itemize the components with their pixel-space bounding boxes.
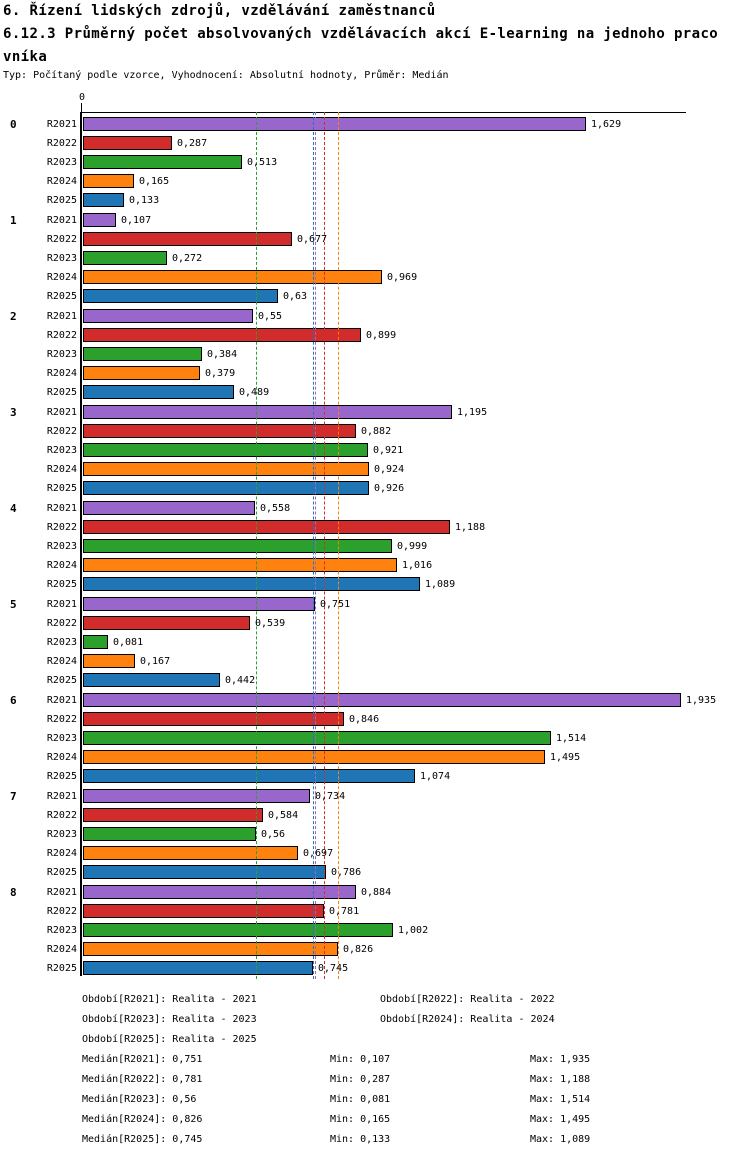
legend-period-r2-c0: Období[R2025]: Realita - 2025 [82,1034,257,1045]
legend-stats-r4-c2: Max: 1,089 [530,1134,591,1145]
bar-value-group6-R2021: 1,935 [686,695,717,706]
series-label-R2022: R2022 [46,906,77,917]
series-label-R2025: R2025 [46,291,77,302]
series-label-R2024: R2024 [46,368,77,379]
legend-stats-r2-c0: Medián[R2023]: 0,56 [82,1094,197,1105]
bar-group7-R2025 [83,865,326,879]
bar-group6-R2025 [83,769,415,783]
median-line-R2023 [256,112,257,979]
x-axis-origin-tick-label: 0 [78,92,86,103]
bar-group2-R2023 [83,347,202,361]
bar-value-group2-R2021: 0,55 [258,311,283,322]
bar-group4-R2021 [83,501,255,515]
bar-value-group5-R2023: 0,081 [113,637,144,648]
group-label-7: 7 [10,790,17,803]
bar-group6-R2023 [83,731,551,745]
series-label-R2023: R2023 [46,829,77,840]
group-label-4: 4 [10,502,17,515]
bar-group1-R2025 [83,289,278,303]
series-label-R2025: R2025 [46,483,77,494]
bar-value-group0-R2022: 0,287 [177,138,208,149]
series-label-R2025: R2025 [46,675,77,686]
bar-value-group2-R2025: 0,489 [239,387,270,398]
group-label-3: 3 [10,406,17,419]
bar-group6-R2021 [83,693,681,707]
series-label-R2021: R2021 [46,407,77,418]
series-label-R2022: R2022 [46,714,77,725]
bar-value-group3-R2023: 0,921 [373,445,404,456]
bar-group0-R2023 [83,155,242,169]
bar-value-group8-R2024: 0,826 [343,944,374,955]
series-label-R2023: R2023 [46,541,77,552]
bar-group1-R2023 [83,251,167,265]
bar-group0-R2021 [83,117,586,131]
bar-value-group4-R2021: 0,558 [260,503,291,514]
bar-group4-R2023 [83,539,392,553]
legend-period-r0-c1: Období[R2022]: Realita - 2022 [380,994,555,1005]
bar-value-group3-R2021: 1,195 [457,407,488,418]
bar-value-group3-R2024: 0,924 [374,464,405,475]
series-label-R2021: R2021 [46,599,77,610]
series-label-R2022: R2022 [46,138,77,149]
legend-stats-r4-c0: Medián[R2025]: 0,745 [82,1134,203,1145]
legend-period-r1-c0: Období[R2023]: Realita - 2023 [82,1014,257,1025]
bar-value-group0-R2025: 0,133 [129,195,160,206]
series-label-R2025: R2025 [46,387,77,398]
bar-value-group1-R2022: 0,677 [297,234,328,245]
series-label-R2024: R2024 [46,848,77,859]
bar-value-group0-R2021: 1,629 [591,119,622,130]
median-line-R2024 [338,112,339,979]
series-label-R2024: R2024 [46,272,77,283]
bar-group4-R2022 [83,520,450,534]
bar-value-group7-R2025: 0,786 [331,867,362,878]
bar-value-group1-R2023: 0,272 [172,253,203,264]
series-label-R2021: R2021 [46,503,77,514]
series-label-R2022: R2022 [46,234,77,245]
series-label-R2022: R2022 [46,330,77,341]
group-label-2: 2 [10,310,17,323]
series-label-R2023: R2023 [46,925,77,936]
bar-group4-R2025 [83,577,420,591]
bar-value-group2-R2024: 0,379 [205,368,236,379]
bar-group2-R2022 [83,328,361,342]
bar-value-group8-R2022: 0,781 [329,906,360,917]
series-label-R2022: R2022 [46,810,77,821]
bar-group0-R2025 [83,193,124,207]
legend-stats-r1-c2: Max: 1,188 [530,1074,591,1085]
chart-meta-line: Typ: Počítaný podle vzorce, Vyhodnocení: Absolutní hodnoty, Průměr: Medián [3,70,449,81]
bar-group2-R2024 [83,366,200,380]
legend-stats-r2-c2: Max: 1,514 [530,1094,591,1105]
bar-value-group8-R2021: 0,884 [361,887,392,898]
bar-group5-R2023 [83,635,108,649]
series-label-R2022: R2022 [46,426,77,437]
bar-group5-R2024 [83,654,135,668]
bar-group8-R2025 [83,961,313,975]
bar-value-group1-R2021: 0,107 [121,215,152,226]
series-label-R2023: R2023 [46,445,77,456]
bar-group2-R2021 [83,309,253,323]
bar-value-group6-R2024: 1,495 [550,752,581,763]
bar-value-group0-R2024: 0,165 [139,176,170,187]
bar-group5-R2025 [83,673,220,687]
series-label-R2023: R2023 [46,637,77,648]
bar-value-group5-R2024: 0,167 [140,656,171,667]
bar-group1-R2022 [83,232,292,246]
legend-stats-r2-c1: Min: 0,081 [330,1094,391,1105]
series-label-R2021: R2021 [46,119,77,130]
bar-group8-R2023 [83,923,393,937]
series-label-R2024: R2024 [46,752,77,763]
bar-group6-R2024 [83,750,545,764]
series-label-R2021: R2021 [46,215,77,226]
legend-stats-r1-c0: Medián[R2022]: 0,781 [82,1074,203,1085]
legend-stats-r1-c1: Min: 0,287 [330,1074,391,1085]
bar-value-group5-R2025: 0,442 [225,675,256,686]
bar-value-group2-R2023: 0,384 [207,349,238,360]
series-label-R2021: R2021 [46,695,77,706]
series-label-R2021: R2021 [46,791,77,802]
series-label-R2021: R2021 [46,311,77,322]
bar-value-group6-R2023: 1,514 [556,733,587,744]
bar-group8-R2024 [83,942,338,956]
bar-group6-R2022 [83,712,344,726]
series-label-R2025: R2025 [46,963,77,974]
bar-group3-R2025 [83,481,369,495]
bar-value-group7-R2024: 0,697 [303,848,334,859]
bar-value-group5-R2021: 0,751 [320,599,351,610]
group-label-8: 8 [10,886,17,899]
bar-value-group3-R2022: 0,882 [361,426,392,437]
series-label-R2023: R2023 [46,157,77,168]
bar-value-group0-R2023: 0,513 [247,157,278,168]
legend-stats-r0-c0: Medián[R2021]: 0,751 [82,1054,203,1065]
report-title: 6. Řízení lidských zdrojů, vzdělávání zaměstnanců [3,3,436,19]
bar-value-group7-R2021: 0,734 [315,791,346,802]
bar-value-group4-R2024: 1,016 [402,560,433,571]
legend-stats-r0-c2: Max: 1,935 [530,1054,591,1065]
bar-value-group5-R2022: 0,539 [255,618,286,629]
bar-value-group8-R2023: 1,002 [398,925,429,936]
series-label-R2023: R2023 [46,349,77,360]
group-label-6: 6 [10,694,17,707]
series-label-R2025: R2025 [46,771,77,782]
bar-group3-R2021 [83,405,452,419]
bar-value-group4-R2025: 1,089 [425,579,456,590]
legend-stats-r0-c1: Min: 0,107 [330,1054,391,1065]
bar-group2-R2025 [83,385,234,399]
series-label-R2023: R2023 [46,253,77,264]
chart-title-line-1: 6.12.3 Průměrný počet absolvovaných vzdělávacích akcí E-learning na jednoho praco [3,26,719,42]
series-label-R2024: R2024 [46,464,77,475]
legend-stats-r3-c2: Max: 1,495 [530,1114,591,1125]
bar-value-group7-R2023: 0,56 [261,829,286,840]
group-label-5: 5 [10,598,17,611]
x-axis-line [81,112,686,113]
bar-group7-R2023 [83,827,256,841]
bar-value-group7-R2022: 0,584 [268,810,299,821]
bar-value-group6-R2022: 0,846 [349,714,380,725]
bar-value-group6-R2025: 1,074 [420,771,451,782]
bar-group0-R2022 [83,136,172,150]
series-label-R2021: R2021 [46,887,77,898]
chart-title-line-2: vníka [3,49,48,65]
group-label-0: 0 [10,118,17,131]
bar-group7-R2022 [83,808,263,822]
legend-stats-r4-c1: Min: 0,133 [330,1134,391,1145]
bar-group7-R2024 [83,846,298,860]
bar-group1-R2021 [83,213,116,227]
legend-period-r0-c0: Období[R2021]: Realita - 2021 [82,994,257,1005]
bar-group4-R2024 [83,558,397,572]
series-label-R2024: R2024 [46,176,77,187]
series-label-R2025: R2025 [46,579,77,590]
bar-value-group1-R2024: 0,969 [387,272,418,283]
bar-group0-R2024 [83,174,134,188]
legend-stats-r3-c1: Min: 0,165 [330,1114,391,1125]
series-label-R2022: R2022 [46,618,77,629]
bar-group3-R2023 [83,443,368,457]
bar-group5-R2022 [83,616,250,630]
bar-value-group4-R2023: 0,999 [397,541,428,552]
series-label-R2024: R2024 [46,560,77,571]
series-label-R2025: R2025 [46,867,77,878]
bar-value-group3-R2025: 0,926 [374,483,405,494]
series-label-R2024: R2024 [46,656,77,667]
bar-value-group8-R2025: 0,745 [318,963,349,974]
y-axis-line [80,112,82,976]
series-label-R2022: R2022 [46,522,77,533]
legend-period-r1-c1: Období[R2024]: Realita - 2024 [380,1014,555,1025]
group-label-1: 1 [10,214,17,227]
bar-group5-R2021 [83,597,315,611]
legend-stats-r3-c0: Medián[R2024]: 0,826 [82,1114,203,1125]
bar-group3-R2024 [83,462,369,476]
series-label-R2024: R2024 [46,944,77,955]
bar-group8-R2022 [83,904,324,918]
bar-value-group4-R2022: 1,188 [455,522,486,533]
series-label-R2025: R2025 [46,195,77,206]
bar-value-group1-R2025: 0,63 [283,291,308,302]
series-label-R2023: R2023 [46,733,77,744]
bar-value-group2-R2022: 0,899 [366,330,397,341]
bar-group7-R2021 [83,789,310,803]
